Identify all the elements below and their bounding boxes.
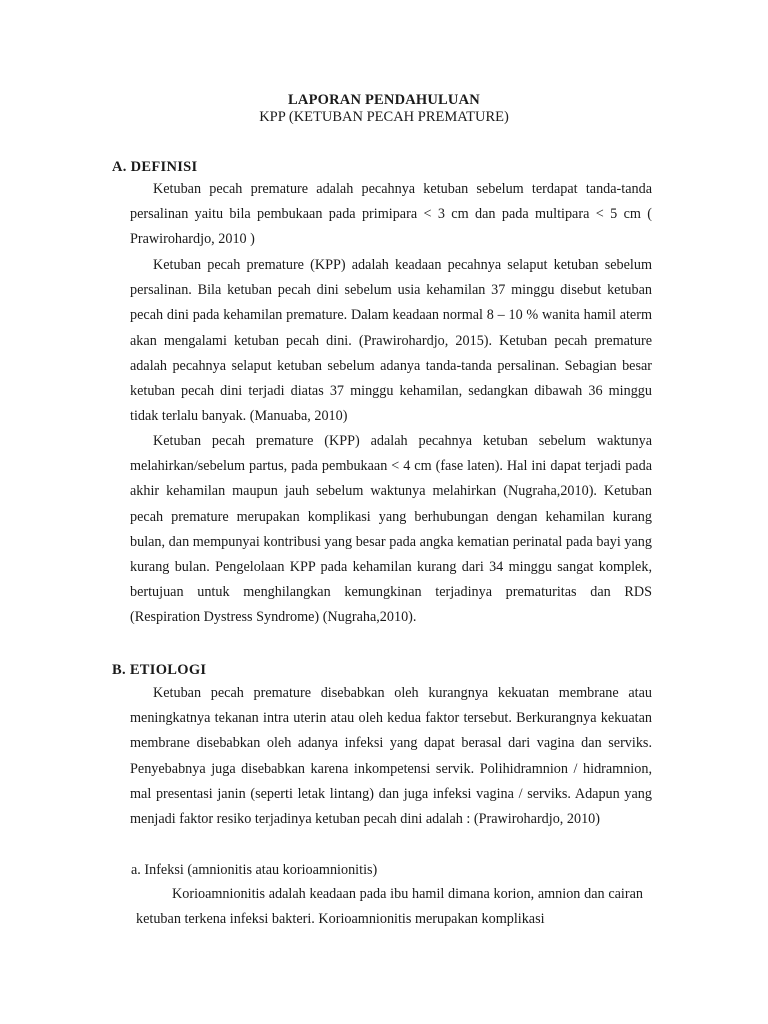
etiologi-item-a-text: Korioamnionitis adalah keadaan pada ibu hamil dimana korion, amnion dan cairan ketuban terkena infeksi bakteri. Korioamnionitis merupakan komplikasi	[136, 886, 643, 928]
definisi-paragraph-1: Ketuban pecah premature adalah pecahnya ketuban sebelum terdapat tanda-tanda persalinan yaitu bila pembukaan pada primipara < 3 cm dan pada multipara < 5 cm ( Prawirohardjo, 2010 )	[130, 181, 652, 248]
section-a-heading: A. DEFINISI	[112, 159, 198, 175]
document-subtitle: KPP (KETUBAN PECAH PREMATURE)	[259, 109, 509, 125]
definisi-paragraph-3: Ketuban pecah premature (KPP) adalah pecahnya ketuban sebelum waktunya melahirkan/sebelum partus, pada pembukaan < 4 cm (fase laten). Hal ini dapat terjadi pada akhir kehamilan maupun jauh sebelum waktunya melahirkan (Nugraha,2010). Ketuban pecah premature merupakan komplikasi yang berhubungan dengan kehamilan kurang bulan, dan mempunyai kontribusi yang besar pada angka kematian perinatal pada bayi yang kurang bulan. Pengelolaan KPP pada kehamilan kurang dari 34 minggu sangat komplek, bertujuan untuk menghilangkan kemungkinan terjadinya prematuritas dan RDS (Respiration Dystress Syndrome) (Nugraha,2010).	[130, 433, 652, 626]
document-title: LAPORAN PENDAHULUAN	[288, 92, 480, 108]
section-b-heading: B. ETIOLOGI	[112, 662, 207, 678]
definisi-paragraph-2: Ketuban pecah premature (KPP) adalah keadaan pecahnya selaput ketuban sebelum persalinan. Bila ketuban pecah dini sebelum usia kehamilan 37 minggu disebut ketuban pecah dini pada kehamilan premature. Dalam keadaan normal 8 – 10 % wanita hamil aterm akan mengalami ketuban pecah dini. (Prawirohardjo, 2015). Ketuban pecah premature adalah pecahnya selaput ketuban sebelum adanya tanda-tanda persalinan. Sebagian besar ketuban pecah dini terjadi diatas 37 minggu kehamilan, sedangkan dibawah 36 minggu tidak terlalu banyak. (Manuaba, 2010)	[130, 257, 652, 425]
etiologi-item-a-label: a. Infeksi (amnionitis atau korioamnionitis)	[131, 862, 378, 878]
etiologi-paragraph: Ketuban pecah premature disebabkan oleh kurangnya kekuatan membrane atau meningkatnya tekanan intra uterin atau oleh kedua faktor tersebut. Berkurangnya kekuatan membrane disebabkan oleh adanya infeksi yang dapat berasal dari vagina dan serviks. Penyebabnya juga disebabkan karena inkompetensi servik. Polihidramnion / hidramnion, mal presentasi janin (seperti letak lintang) dan juga infeksi vagina / serviks. Adapun yang menjadi faktor resiko terjadinya ketuban pecah dini adalah : (Prawirohardjo, 2010)	[130, 685, 652, 828]
